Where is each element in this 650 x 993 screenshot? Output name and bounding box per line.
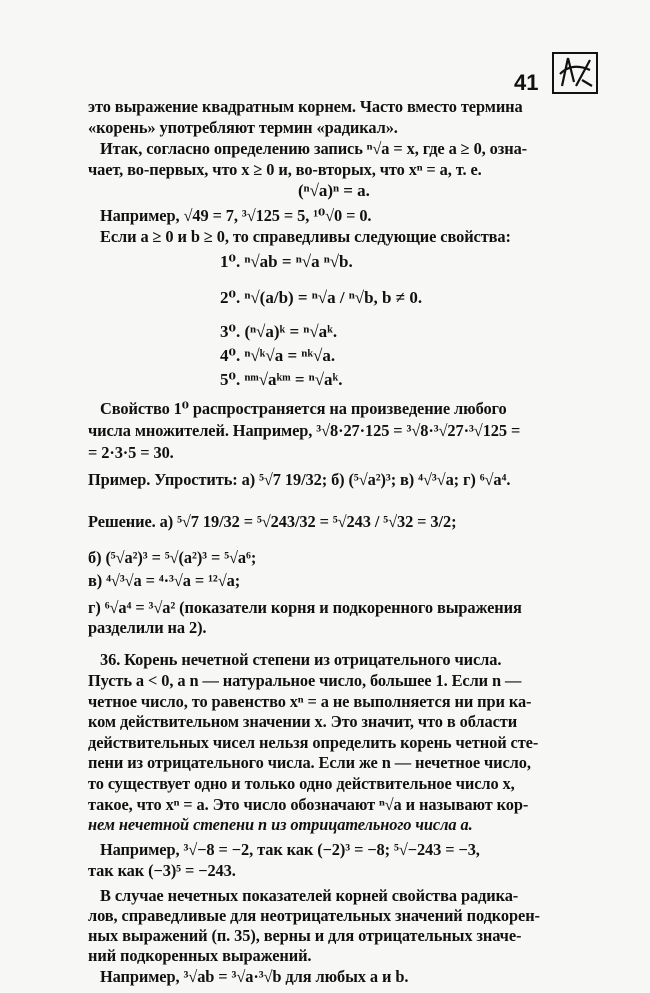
text-line: Например, ³√ab = ³√a·³√b для любых a и b. xyxy=(100,967,409,986)
text-line: лов, справедливые для неотрицательных значений подкорен- xyxy=(88,906,540,925)
property-2: 2⁰. ⁿ√(a/b) = ⁿ√a / ⁿ√b, b ≠ 0. xyxy=(220,288,423,307)
text-line: то существует одно и только одно действительное число x, xyxy=(88,774,515,793)
text-line: ных выражений (п. 35), верны и для отрицательных значе- xyxy=(88,926,522,945)
solution-line: г) ⁶√a⁴ = ³√a² (показатели корня и подкоренного выражения xyxy=(88,598,522,617)
text-line: нем нечетной степени n из отрицательного числа a. xyxy=(88,815,473,834)
text-line: Пусть a < 0, а n — натуральное число, большее 1. Если n — xyxy=(88,671,522,690)
property-1: 1⁰. ⁿ√ab = ⁿ√a ⁿ√b. xyxy=(220,252,353,271)
text-line: четное число, то равенство xⁿ = a не выполняется ни при ка- xyxy=(88,692,532,711)
text-line: Свойство 1⁰ распространяется на произведение любого xyxy=(100,399,507,418)
text-line: числа множителей. Например, ³√8·27·125 = ³√8·³√27·³√125 = xyxy=(88,421,521,440)
text-line: это выражение квадратным корнем. Часто вместо термина xyxy=(88,97,523,116)
formula: (ⁿ√a)ⁿ = a. xyxy=(298,181,370,200)
text-line: ний подкоренных выражений. xyxy=(88,946,312,965)
book-logo-icon xyxy=(552,52,598,94)
text-line: чает, во-первых, что x ≥ 0 и, во-вторых, что xⁿ = a, т. е. xyxy=(88,160,482,179)
page-number: 41 xyxy=(514,70,539,95)
text-line: так как (−3)⁵ = −243. xyxy=(88,861,236,880)
text-line: «корень» употребляют термин «радикал». xyxy=(88,118,398,137)
text-line: Если a ≥ 0 и b ≥ 0, то справедливы следующие свойства: xyxy=(100,227,511,246)
solution-line: разделили на 2). xyxy=(88,618,207,637)
property-3: 3⁰. (ⁿ√a)ᵏ = ⁿ√aᵏ. xyxy=(220,322,338,341)
text-line: действительных чисел нельзя определить корень четной сте- xyxy=(88,733,539,752)
text-line: ком действительном значении x. Это значит, что в области xyxy=(88,712,518,731)
property-4: 4⁰. ⁿ√ᵏ√a = ⁿᵏ√a. xyxy=(220,346,336,365)
text-line: В случае нечетных показателей корней свойства радика- xyxy=(100,886,519,905)
text-line: такое, что xⁿ = a. Это число обозначают ⁿ√a и называют кор- xyxy=(88,795,529,814)
example-line: Пример. Упростить: а) ⁵√7 19/32; б) (⁵√a²)³; в) ⁴√³√a; г) ⁶√a⁴. xyxy=(88,470,511,489)
property-5: 5⁰. ⁿᵐ√aᵏᵐ = ⁿ√aᵏ. xyxy=(220,370,343,389)
text-line: = 2·3·5 = 30. xyxy=(88,443,174,462)
section-heading: 36. Корень нечетной степени из отрицательного числа. xyxy=(100,650,502,669)
text-line: Например, ³√−8 = −2, так как (−2)³ = −8; ⁵√−243 = −3, xyxy=(100,840,480,859)
solution-line: Решение. а) ⁵√7 19/32 = ⁵√243/32 = ⁵√243 / ⁵√32 = 3/2; xyxy=(88,512,457,531)
solution-line: б) (⁵√a²)³ = ⁵√(a²)³ = ⁵√a⁶; xyxy=(88,548,257,567)
text-line: Итак, согласно определению запись ⁿ√a = x, где a ≥ 0, озна- xyxy=(100,139,528,158)
text-line: Например, √49 = 7, ³√125 = 5, ¹⁰√0 = 0. xyxy=(100,206,372,225)
solution-line: в) ⁴√³√a = ⁴·³√a = ¹²√a; xyxy=(88,571,241,590)
text-line: пени из отрицательного числа. Если же n — нечетное число, xyxy=(88,753,531,772)
